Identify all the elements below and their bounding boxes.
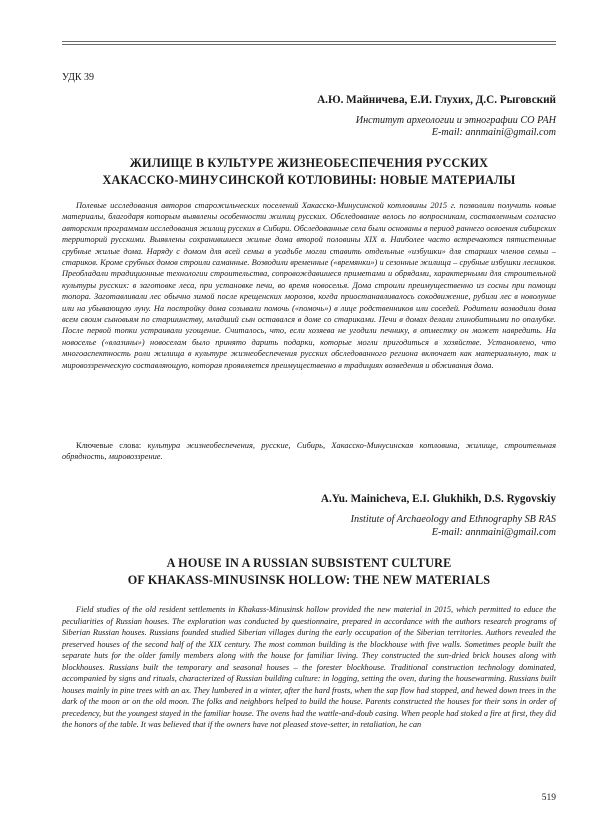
title-ru-line1: ЖИЛИЩЕ В КУЛЬТУРЕ ЖИЗНЕОБЕСПЕЧЕНИЯ РУССКИХ xyxy=(129,156,489,170)
email-ru: E-mail: annmaini@gmail.com xyxy=(431,127,556,138)
abstract-en: Field studies of the old resident settlements in Khakass-Minusinsk hollow provided the new material in 2015, which permitted to educe the peculiarities of Russian houses. The exploration was conducted by questionnaire, prepared in accordance with the authors research programs of Siberian Russian houses. Russians founded studied Siberian villages during the early occupation of the Siberian territories. Authors revealed the preserved houses of the second half of the XIX century. The most common building is the blockhouse with five walls. Sometimes people built the separate huts for the older family members along with the house for familiar living. They constructed the sun-dried brick houses along with blockhouses. Russians built the temporary and seasonal houses – the forester blockhouse. Traditional construction technology dominated, accompanied by signs and rituals, characterized of Russian building culture: in logging, setting the oven, during the housewarming. Russians built houses mainly in pine trees with an ax. They lumbered in a winter, after the hard frosts, when the sap flow had stopped, and hewed down trees in the dark of the moon or on the old moon. The folks and neighbors helped to build the house. Parents constructed the houses for their sons in order of precedency, but the youngest stayed in the familiar house. The ovens had the wattle-and-doub casing. When people had stoked a fire at first, they did the honors of the table. It was believed that if the owners have not pleased stove-setter, in retaliation, he can xyxy=(62,605,556,729)
abstract-ru: Полевые исследования авторов старожильческих поселений Хакасско-Минусинской котловины 2015 г. позволили получить новые материалы, благодаря которым выявлены особенности жилищ русских. Обследование велось по вопросникам, составленным согласно авторским программам исследования жилищ русских в Сибири. Обследованные села были основаны в период раннего освоения сибирских территорий русскими. Выявлены сохранившиеся жилые дома второй половины XIX в. Наиболее часто встречаются пятистенные срубные жилые дома. Наряду с домом для всей семьи в усадьбе могли ставить отдельные «избушки» для старших членов семьи – стариков. Кроме срубных домов строили саманные. Возводили временные («времянки») и сезонные жилища – срубные избушки лесников. Преобладали традиционные технологии строительства, сопровождавшиеся приметами и обрядами, характерными для строительной культуры русских: в заготовке леса, при установке печи, во время новоселья. Дома строили преимущественно из сосны при помощи топора. Заготавливали лес обычно зимой после крещенских морозов, когда приостанавливалось сокодвижение, рубили лес в новолуние или на убывающую луну. На постройку дома созывали помочь («помочь») в лице родственников или соседей. Родители возводили дома всем своим сыновьям по старшинству, младший сын оставался в доме со стариками. Печи в домах делали глинобитными по опалубке. После первой топки устраивали угощение. Считалось, что, если хозяева не угодили печнику, в отместку он может навредить. На новоселье («влазины») новоселам было принято дарить подарки, которые могли пригодиться в хозяйстве. Установлено, что многоаспектность роли жилища в культуре жизнеобеспечения русских обследованного региона включает как материальную, так и мировоззренческую составляющую, которая проявляется преимущественно в традициях возведения и обживания дома. xyxy=(62,201,556,370)
authors-ru: А.Ю. Майничева, Е.И. Глухих, Д.С. Рыговский xyxy=(317,94,556,106)
authors-en: A.Yu. Mainicheva, E.I. Glukhikh, D.S. Rygovskiy xyxy=(320,493,556,505)
keywords-text: культура жизнеобеспечения, русские, Сибирь, Хакасско-Минусинская котловина, жилище, строительная обрядность, мировоззрение. xyxy=(62,441,556,462)
affiliation-ru: Институт археологии и этнографии СО РАН xyxy=(355,115,556,126)
page-number: 519 xyxy=(541,793,556,803)
keywords-ru xyxy=(62,440,556,463)
keywords-label: Ключевые слова: xyxy=(76,441,148,450)
title-ru-line2: ХАКАССКО-МИНУСИНСКОЙ КОТЛОВИНЫ: НОВЫЕ МАТЕРИАЛЫ xyxy=(102,173,516,187)
title-en-line1: A HOUSE IN A RUSSIAN SUBSISTENT CULTURE xyxy=(166,556,452,570)
header-rule-top xyxy=(62,41,556,42)
header-rule-bottom xyxy=(62,44,556,45)
title-en xyxy=(62,555,556,589)
title-ru xyxy=(62,155,556,189)
affiliation-en: Institute of Archaeology and Ethnography SB RAS xyxy=(350,514,556,525)
udk-code: УДК 39 xyxy=(62,72,95,83)
title-en-line2: OF KHAKASS-MINUSINSK HOLLOW: THE NEW MATERIALS xyxy=(127,573,491,587)
email-en: E-mail: annmaini@gmail.com xyxy=(431,527,556,538)
